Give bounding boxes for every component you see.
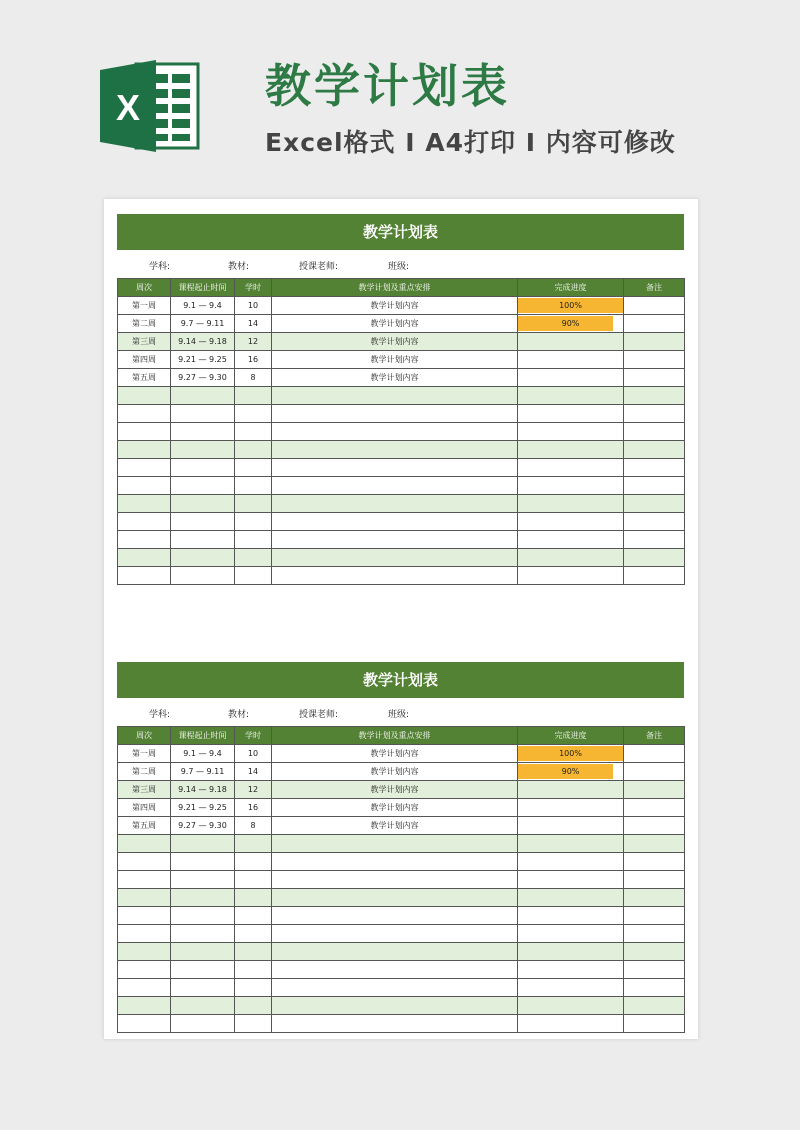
dates-cell[interactable] [171, 423, 235, 441]
plan-cell[interactable] [272, 405, 518, 423]
note-cell[interactable] [624, 943, 685, 961]
dates-cell[interactable] [171, 459, 235, 477]
dates-cell[interactable] [171, 943, 235, 961]
table-row [118, 1015, 685, 1033]
note-cell[interactable] [624, 513, 685, 531]
progress-cell[interactable] [518, 495, 624, 513]
week-cell[interactable] [118, 853, 171, 871]
table-row [118, 459, 685, 477]
note-cell[interactable] [624, 961, 685, 979]
note-cell[interactable] [624, 567, 685, 585]
page-subtitle: Excel格式 Ⅰ A4打印 Ⅰ 内容可修改 [265, 128, 676, 157]
note-cell[interactable] [624, 387, 685, 405]
dates-cell[interactable] [171, 997, 235, 1015]
plan-block-2 [117, 662, 684, 1033]
note-cell[interactable] [624, 369, 685, 387]
progress-cell[interactable] [518, 531, 624, 549]
hours-cell[interactable] [235, 997, 272, 1015]
dates-cell[interactable] [171, 1015, 235, 1033]
hours-cell[interactable] [235, 925, 272, 943]
week-cell[interactable] [118, 943, 171, 961]
progress-cell[interactable] [518, 745, 624, 763]
column-header: 完成进度 [518, 727, 624, 745]
hours-cell[interactable] [235, 531, 272, 549]
table-row [118, 315, 685, 333]
note-cell[interactable] [624, 531, 685, 549]
dates-cell[interactable]: 9.14 — 9.18 [171, 781, 235, 799]
progress-cell[interactable] [518, 351, 624, 369]
dates-cell[interactable]: 9.21 — 9.25 [171, 799, 235, 817]
dates-cell[interactable] [171, 531, 235, 549]
dates-cell[interactable] [171, 907, 235, 925]
week-cell[interactable] [118, 441, 171, 459]
info-row [117, 250, 684, 278]
plan-cell[interactable] [272, 531, 518, 549]
dates-cell[interactable]: 9.1 — 9.4 [171, 297, 235, 315]
plan-table [117, 726, 685, 1033]
teacher-label: 授课老师: [299, 262, 339, 272]
week-cell[interactable] [118, 925, 171, 943]
dates-cell[interactable] [171, 495, 235, 513]
column-header: 教学计划及重点安排 [272, 279, 518, 297]
column-header: 教学计划及重点安排 [272, 727, 518, 745]
note-cell[interactable] [624, 979, 685, 997]
column-header: 学时 [235, 279, 272, 297]
note-cell[interactable] [624, 477, 685, 495]
plan-cell[interactable] [272, 441, 518, 459]
note-cell[interactable] [624, 817, 685, 835]
progress-cell[interactable] [518, 997, 624, 1015]
dates-cell[interactable] [171, 835, 235, 853]
dates-cell[interactable]: 9.1 — 9.4 [171, 745, 235, 763]
note-cell[interactable] [624, 781, 685, 799]
progress-cell[interactable] [518, 441, 624, 459]
table-header-row [118, 279, 685, 297]
progress-cell[interactable] [518, 781, 624, 799]
note-cell[interactable] [624, 549, 685, 567]
plan-cell[interactable] [272, 549, 518, 567]
table-row [118, 763, 685, 781]
hours-cell[interactable] [235, 405, 272, 423]
hours-cell[interactable] [235, 567, 272, 585]
note-cell[interactable] [624, 997, 685, 1015]
plan-cell[interactable]: 教学计划内容 [272, 817, 518, 835]
week-cell[interactable] [118, 405, 171, 423]
table-row [118, 781, 685, 799]
plan-cell[interactable]: 教学计划内容 [272, 781, 518, 799]
note-cell[interactable] [624, 925, 685, 943]
dates-cell[interactable] [171, 853, 235, 871]
hours-cell[interactable]: 14 [235, 315, 272, 333]
hours-cell[interactable] [235, 459, 272, 477]
dates-cell[interactable]: 9.14 — 9.18 [171, 333, 235, 351]
hours-cell[interactable] [235, 853, 272, 871]
note-cell[interactable] [624, 333, 685, 351]
dates-cell[interactable]: 9.21 — 9.25 [171, 351, 235, 369]
subject-label: 学科: [149, 262, 171, 272]
plan-cell[interactable] [272, 961, 518, 979]
table-row [118, 513, 685, 531]
progress-cell[interactable] [518, 549, 624, 567]
hours-cell[interactable] [235, 979, 272, 997]
week-cell[interactable] [118, 387, 171, 405]
textbook-label: 教材: [228, 710, 250, 720]
week-cell[interactable] [118, 567, 171, 585]
dates-cell[interactable]: 9.27 — 9.30 [171, 369, 235, 387]
column-header: 周次 [118, 279, 171, 297]
plan-cell[interactable] [272, 477, 518, 495]
table-title: 教学计划表 [117, 662, 684, 698]
note-cell[interactable] [624, 871, 685, 889]
table-title: 教学计划表 [117, 214, 684, 250]
week-cell[interactable]: 第三周 [118, 333, 171, 351]
progress-cell[interactable] [518, 459, 624, 477]
plan-cell[interactable]: 教学计划内容 [272, 369, 518, 387]
dates-cell[interactable] [171, 405, 235, 423]
week-cell[interactable] [118, 871, 171, 889]
week-cell[interactable] [118, 549, 171, 567]
progress-cell[interactable] [518, 799, 624, 817]
table-row [118, 423, 685, 441]
note-cell[interactable] [624, 423, 685, 441]
column-header: 课程起止时间 [171, 279, 235, 297]
plan-cell[interactable] [272, 889, 518, 907]
dates-cell[interactable] [171, 979, 235, 997]
hours-cell[interactable]: 10 [235, 745, 272, 763]
dates-cell[interactable] [171, 925, 235, 943]
hours-cell[interactable]: 10 [235, 297, 272, 315]
note-cell[interactable] [624, 835, 685, 853]
week-cell[interactable] [118, 477, 171, 495]
plan-block-1 [117, 214, 684, 585]
week-cell[interactable] [118, 531, 171, 549]
progress-cell[interactable] [518, 907, 624, 925]
hours-cell[interactable] [235, 549, 272, 567]
progress-cell[interactable] [518, 853, 624, 871]
week-cell[interactable] [118, 889, 171, 907]
hours-cell[interactable]: 16 [235, 799, 272, 817]
dates-cell[interactable] [171, 961, 235, 979]
week-cell[interactable]: 第二周 [118, 763, 171, 781]
table-row [118, 333, 685, 351]
hours-cell[interactable] [235, 889, 272, 907]
plan-cell[interactable]: 教学计划内容 [272, 799, 518, 817]
dates-cell[interactable] [171, 889, 235, 907]
plan-cell[interactable] [272, 567, 518, 585]
table-row [118, 997, 685, 1015]
week-cell[interactable] [118, 513, 171, 531]
table-row [118, 495, 685, 513]
table-row [118, 817, 685, 835]
hours-cell[interactable] [235, 513, 272, 531]
week-cell[interactable]: 第五周 [118, 369, 171, 387]
week-cell[interactable] [118, 835, 171, 853]
column-header: 学时 [235, 727, 272, 745]
week-cell[interactable] [118, 961, 171, 979]
note-cell[interactable] [624, 459, 685, 477]
hours-cell[interactable] [235, 907, 272, 925]
hours-cell[interactable]: 8 [235, 817, 272, 835]
note-cell[interactable] [624, 763, 685, 781]
teacher-label: 授课老师: [299, 710, 339, 720]
note-cell[interactable] [624, 441, 685, 459]
plan-cell[interactable]: 教学计划内容 [272, 351, 518, 369]
table-row [118, 369, 685, 387]
progress-cell[interactable] [518, 405, 624, 423]
progress-cell[interactable] [518, 763, 624, 781]
progress-cell[interactable] [518, 889, 624, 907]
table-row [118, 351, 685, 369]
progress-label: 90% [561, 767, 580, 776]
progress-cell[interactable] [518, 477, 624, 495]
week-cell[interactable] [118, 997, 171, 1015]
dates-cell[interactable] [171, 549, 235, 567]
plan-cell[interactable] [272, 513, 518, 531]
week-cell[interactable] [118, 907, 171, 925]
week-cell[interactable]: 第四周 [118, 351, 171, 369]
table-row [118, 979, 685, 997]
hours-cell[interactable] [235, 961, 272, 979]
week-cell[interactable]: 第四周 [118, 799, 171, 817]
dates-cell[interactable] [171, 513, 235, 531]
note-cell[interactable] [624, 745, 685, 763]
note-cell[interactable] [624, 297, 685, 315]
progress-cell[interactable] [518, 369, 624, 387]
week-cell[interactable]: 第一周 [118, 297, 171, 315]
week-cell[interactable]: 第五周 [118, 817, 171, 835]
progress-cell[interactable] [518, 925, 624, 943]
note-cell[interactable] [624, 315, 685, 333]
table-row [118, 745, 685, 763]
week-cell[interactable]: 第一周 [118, 745, 171, 763]
class-label: 班级: [388, 710, 410, 720]
column-header: 课程起止时间 [171, 727, 235, 745]
progress-cell[interactable] [518, 835, 624, 853]
progress-cell[interactable] [518, 315, 624, 333]
excel-logo-icon [100, 60, 202, 152]
dates-cell[interactable] [171, 567, 235, 585]
table-row [118, 405, 685, 423]
plan-cell[interactable] [272, 423, 518, 441]
textbook-label: 教材: [228, 262, 250, 272]
hours-cell[interactable]: 12 [235, 781, 272, 799]
table-row [118, 907, 685, 925]
hours-cell[interactable] [235, 943, 272, 961]
hours-cell[interactable] [235, 495, 272, 513]
note-cell[interactable] [624, 405, 685, 423]
progress-cell[interactable] [518, 871, 624, 889]
page-title: 教学计划表 [265, 59, 510, 113]
plan-cell[interactable] [272, 997, 518, 1015]
plan-cell[interactable] [272, 853, 518, 871]
plan-cell[interactable]: 教学计划内容 [272, 297, 518, 315]
week-cell[interactable] [118, 495, 171, 513]
table-row [118, 297, 685, 315]
column-header: 完成进度 [518, 279, 624, 297]
hours-cell[interactable]: 14 [235, 763, 272, 781]
progress-cell[interactable] [518, 423, 624, 441]
plan-cell[interactable] [272, 925, 518, 943]
hours-cell[interactable] [235, 1015, 272, 1033]
note-cell[interactable] [624, 351, 685, 369]
table-header-row [118, 727, 685, 745]
progress-cell[interactable] [518, 513, 624, 531]
subject-label: 学科: [149, 710, 171, 720]
progress-label: 100% [559, 301, 582, 310]
week-cell[interactable]: 第二周 [118, 315, 171, 333]
week-cell[interactable] [118, 459, 171, 477]
hours-cell[interactable] [235, 387, 272, 405]
note-cell[interactable] [624, 853, 685, 871]
table-row [118, 943, 685, 961]
table-row [118, 961, 685, 979]
dates-cell[interactable] [171, 477, 235, 495]
plan-cell[interactable]: 教学计划内容 [272, 315, 518, 333]
dates-cell[interactable] [171, 387, 235, 405]
template-sheet [104, 199, 698, 1039]
note-cell[interactable] [624, 1015, 685, 1033]
progress-label: 100% [559, 749, 582, 758]
plan-cell[interactable] [272, 495, 518, 513]
plan-cell[interactable] [272, 943, 518, 961]
dates-cell[interactable]: 9.7 — 9.11 [171, 315, 235, 333]
progress-cell[interactable] [518, 387, 624, 405]
table-row [118, 799, 685, 817]
progress-cell[interactable] [518, 297, 624, 315]
progress-cell[interactable] [518, 979, 624, 997]
dates-cell[interactable]: 9.27 — 9.30 [171, 817, 235, 835]
table-row [118, 567, 685, 585]
week-cell[interactable] [118, 979, 171, 997]
plan-cell[interactable] [272, 459, 518, 477]
hours-cell[interactable] [235, 477, 272, 495]
note-cell[interactable] [624, 907, 685, 925]
dates-cell[interactable]: 9.7 — 9.11 [171, 763, 235, 781]
note-cell[interactable] [624, 495, 685, 513]
plan-cell[interactable] [272, 979, 518, 997]
progress-cell[interactable] [518, 1015, 624, 1033]
table-row [118, 871, 685, 889]
progress-cell[interactable] [518, 333, 624, 351]
table-row [118, 835, 685, 853]
dates-cell[interactable] [171, 871, 235, 889]
table-row [118, 531, 685, 549]
progress-cell[interactable] [518, 567, 624, 585]
progress-cell[interactable] [518, 943, 624, 961]
class-label: 班级: [388, 262, 410, 272]
column-header: 周次 [118, 727, 171, 745]
hours-cell[interactable]: 12 [235, 333, 272, 351]
logo-letter: X [115, 87, 141, 128]
column-header: 备注 [624, 727, 685, 745]
table-row [118, 853, 685, 871]
table-row [118, 441, 685, 459]
hours-cell[interactable] [235, 835, 272, 853]
table-row [118, 477, 685, 495]
plan-cell[interactable]: 教学计划内容 [272, 763, 518, 781]
hours-cell[interactable]: 16 [235, 351, 272, 369]
plan-cell[interactable] [272, 387, 518, 405]
hours-cell[interactable]: 8 [235, 369, 272, 387]
dates-cell[interactable] [171, 441, 235, 459]
plan-cell[interactable] [272, 1015, 518, 1033]
week-cell[interactable] [118, 423, 171, 441]
progress-cell[interactable] [518, 961, 624, 979]
table-row [118, 387, 685, 405]
plan-cell[interactable] [272, 835, 518, 853]
plan-table [117, 278, 685, 585]
note-cell[interactable] [624, 799, 685, 817]
note-cell[interactable] [624, 889, 685, 907]
week-cell[interactable]: 第三周 [118, 781, 171, 799]
hours-cell[interactable] [235, 871, 272, 889]
plan-cell[interactable] [272, 871, 518, 889]
progress-cell[interactable] [518, 817, 624, 835]
table-row [118, 889, 685, 907]
info-row [117, 698, 684, 726]
week-cell[interactable] [118, 1015, 171, 1033]
hours-cell[interactable] [235, 441, 272, 459]
table-row [118, 549, 685, 567]
hours-cell[interactable] [235, 423, 272, 441]
plan-cell[interactable]: 教学计划内容 [272, 745, 518, 763]
plan-cell[interactable] [272, 907, 518, 925]
plan-cell[interactable]: 教学计划内容 [272, 333, 518, 351]
table-row [118, 925, 685, 943]
progress-label: 90% [561, 319, 580, 328]
column-header: 备注 [624, 279, 685, 297]
